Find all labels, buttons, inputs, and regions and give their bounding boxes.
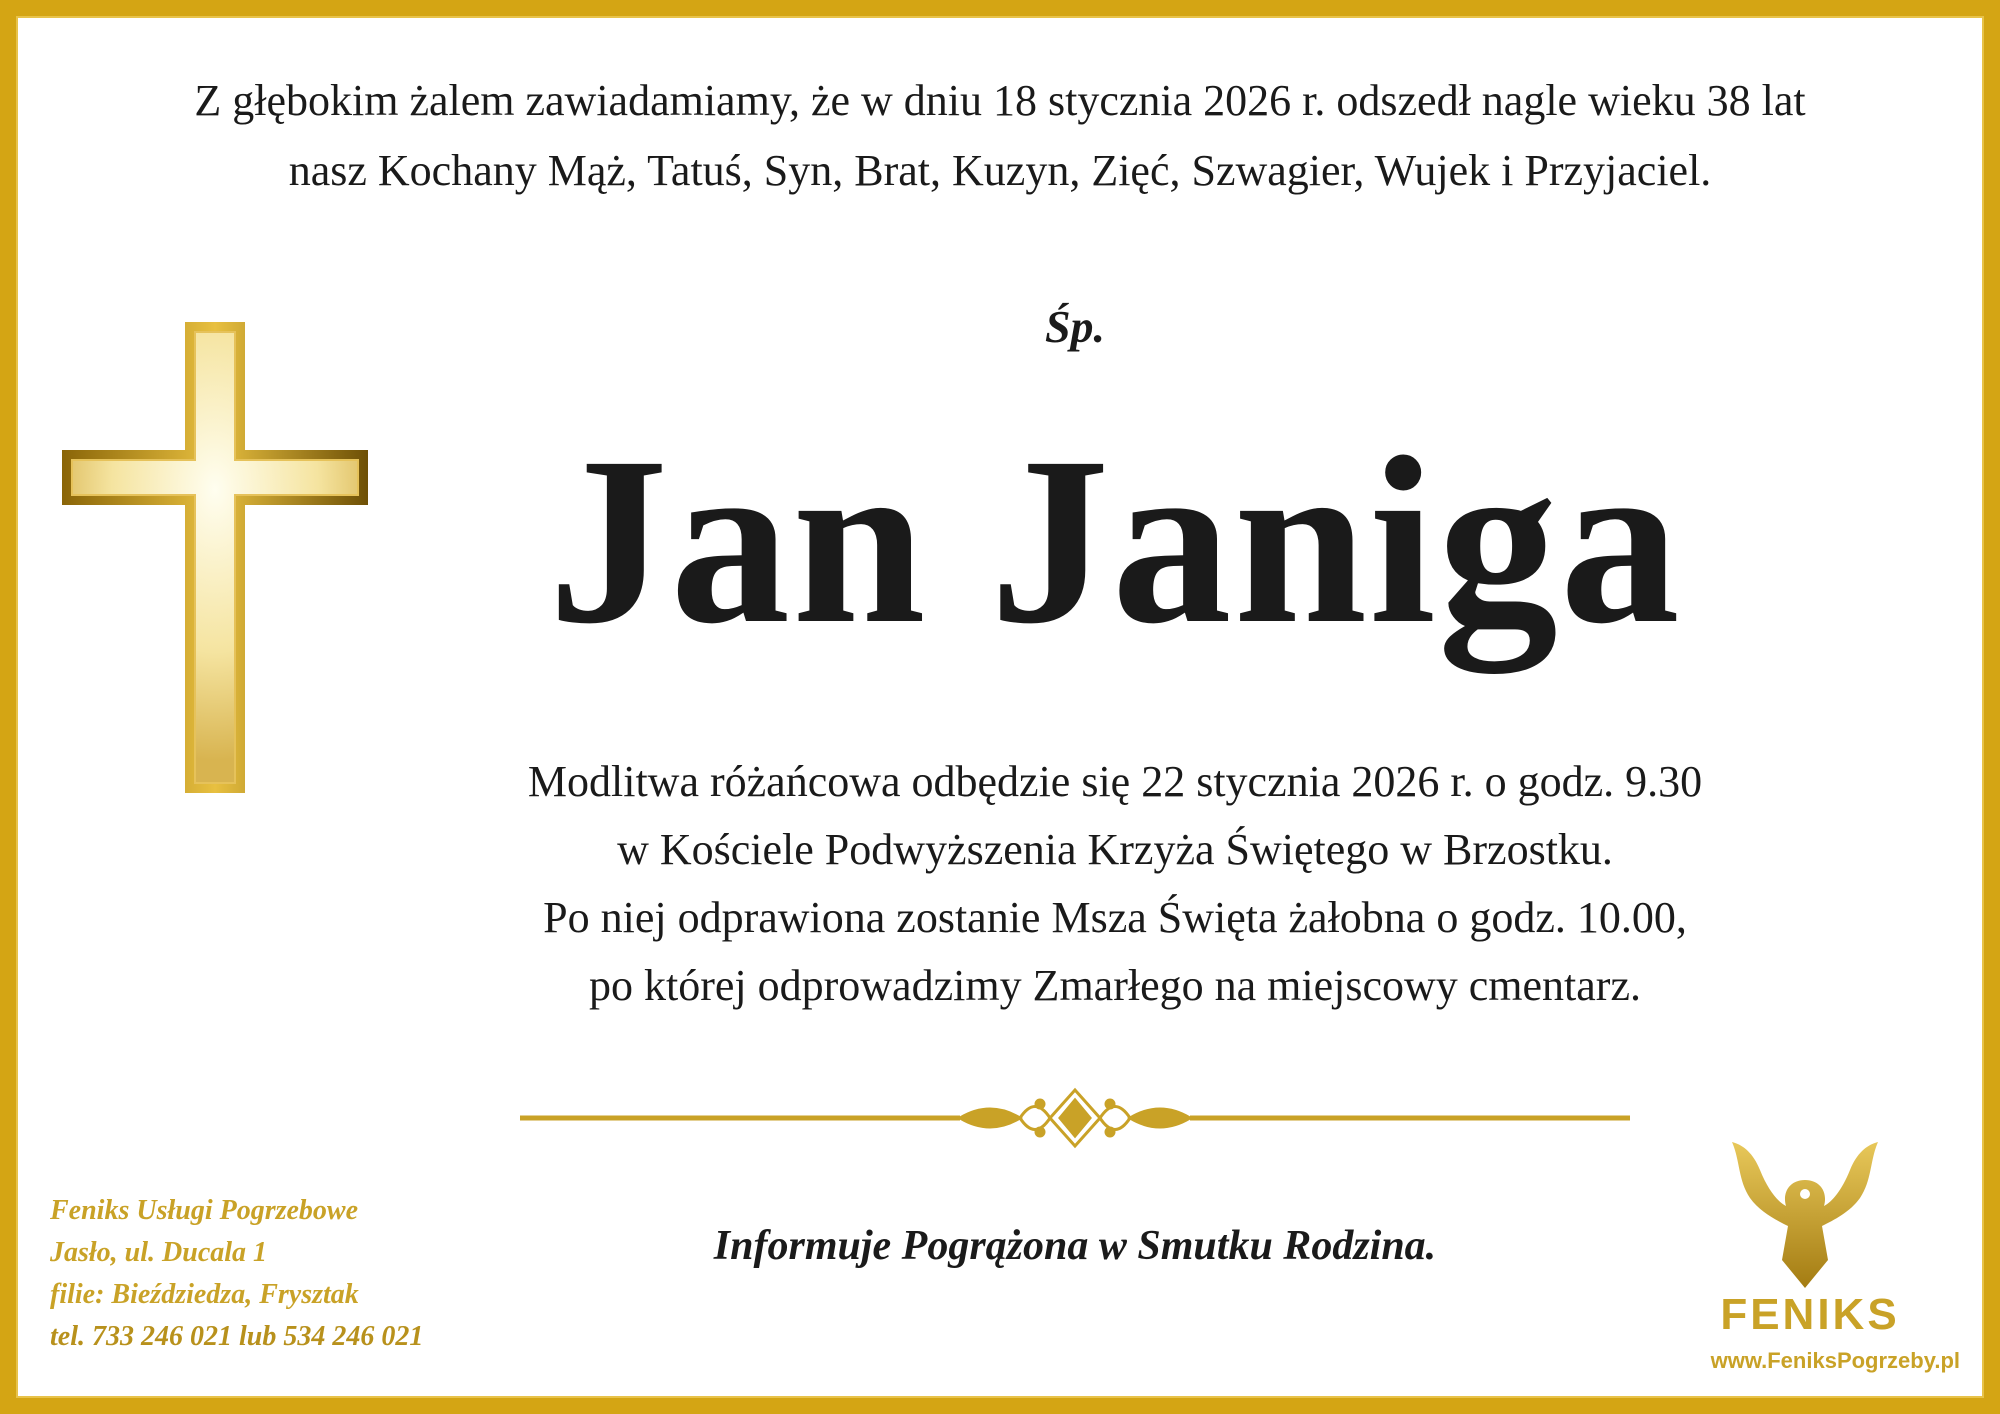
company-website-link[interactable]: www.FeniksPogrzeby.pl xyxy=(1710,1348,1960,1373)
info-line-4: po której odprowadzimy Zmarłego na miejscowy cmentarz. xyxy=(589,961,1641,1010)
intro-line-2: nasz Kochany Mąż, Tatuś, Syn, Brat, Kuzyn, Zięć, Szwagier, Wujek i Przyjaciel. xyxy=(288,146,1712,195)
funeral-company-info xyxy=(50,1190,423,1358)
info-line-1: Modlitwa różańcowa odbędzie się 22 stycznia 2026 r. o godz. 9.30 xyxy=(527,757,1703,806)
sp-abbreviation: Śp. xyxy=(1044,301,1106,352)
company-branches: filie: Bieździedza, Frysztak xyxy=(50,1279,359,1310)
info-line-3: Po niej odprawiona zostanie Msza Święta żałobna o godz. 10.00, xyxy=(543,893,1687,942)
intro-line-1: Z głębokim żalem zawiadamiamy, że w dniu 18 stycznia 2026 r. odszedł nagle wieku 38 lat xyxy=(194,76,1806,125)
company-name: Feniks Usługi Pogrzebowe xyxy=(50,1195,359,1226)
family-signature: Informuje Pogrążona w Smutku Rodzina. xyxy=(713,1223,1437,1269)
intro-text xyxy=(100,66,1900,206)
ornament-divider-icon xyxy=(520,1080,1630,1150)
deceased-name: Jan Janiga xyxy=(548,407,1682,673)
ceremony-info xyxy=(0,748,2000,1020)
info-line-2: w Kościele Podwyższenia Krzyża Świętego w Brzostku. xyxy=(617,825,1613,874)
company-phone: tel. 733 246 021 lub 534 246 021 xyxy=(50,1321,424,1352)
logo-wordmark: FENIKS xyxy=(1720,1290,1900,1339)
phoenix-logo-icon xyxy=(1720,1140,1890,1290)
company-address: Jasło, ul. Ducala 1 xyxy=(50,1237,268,1268)
